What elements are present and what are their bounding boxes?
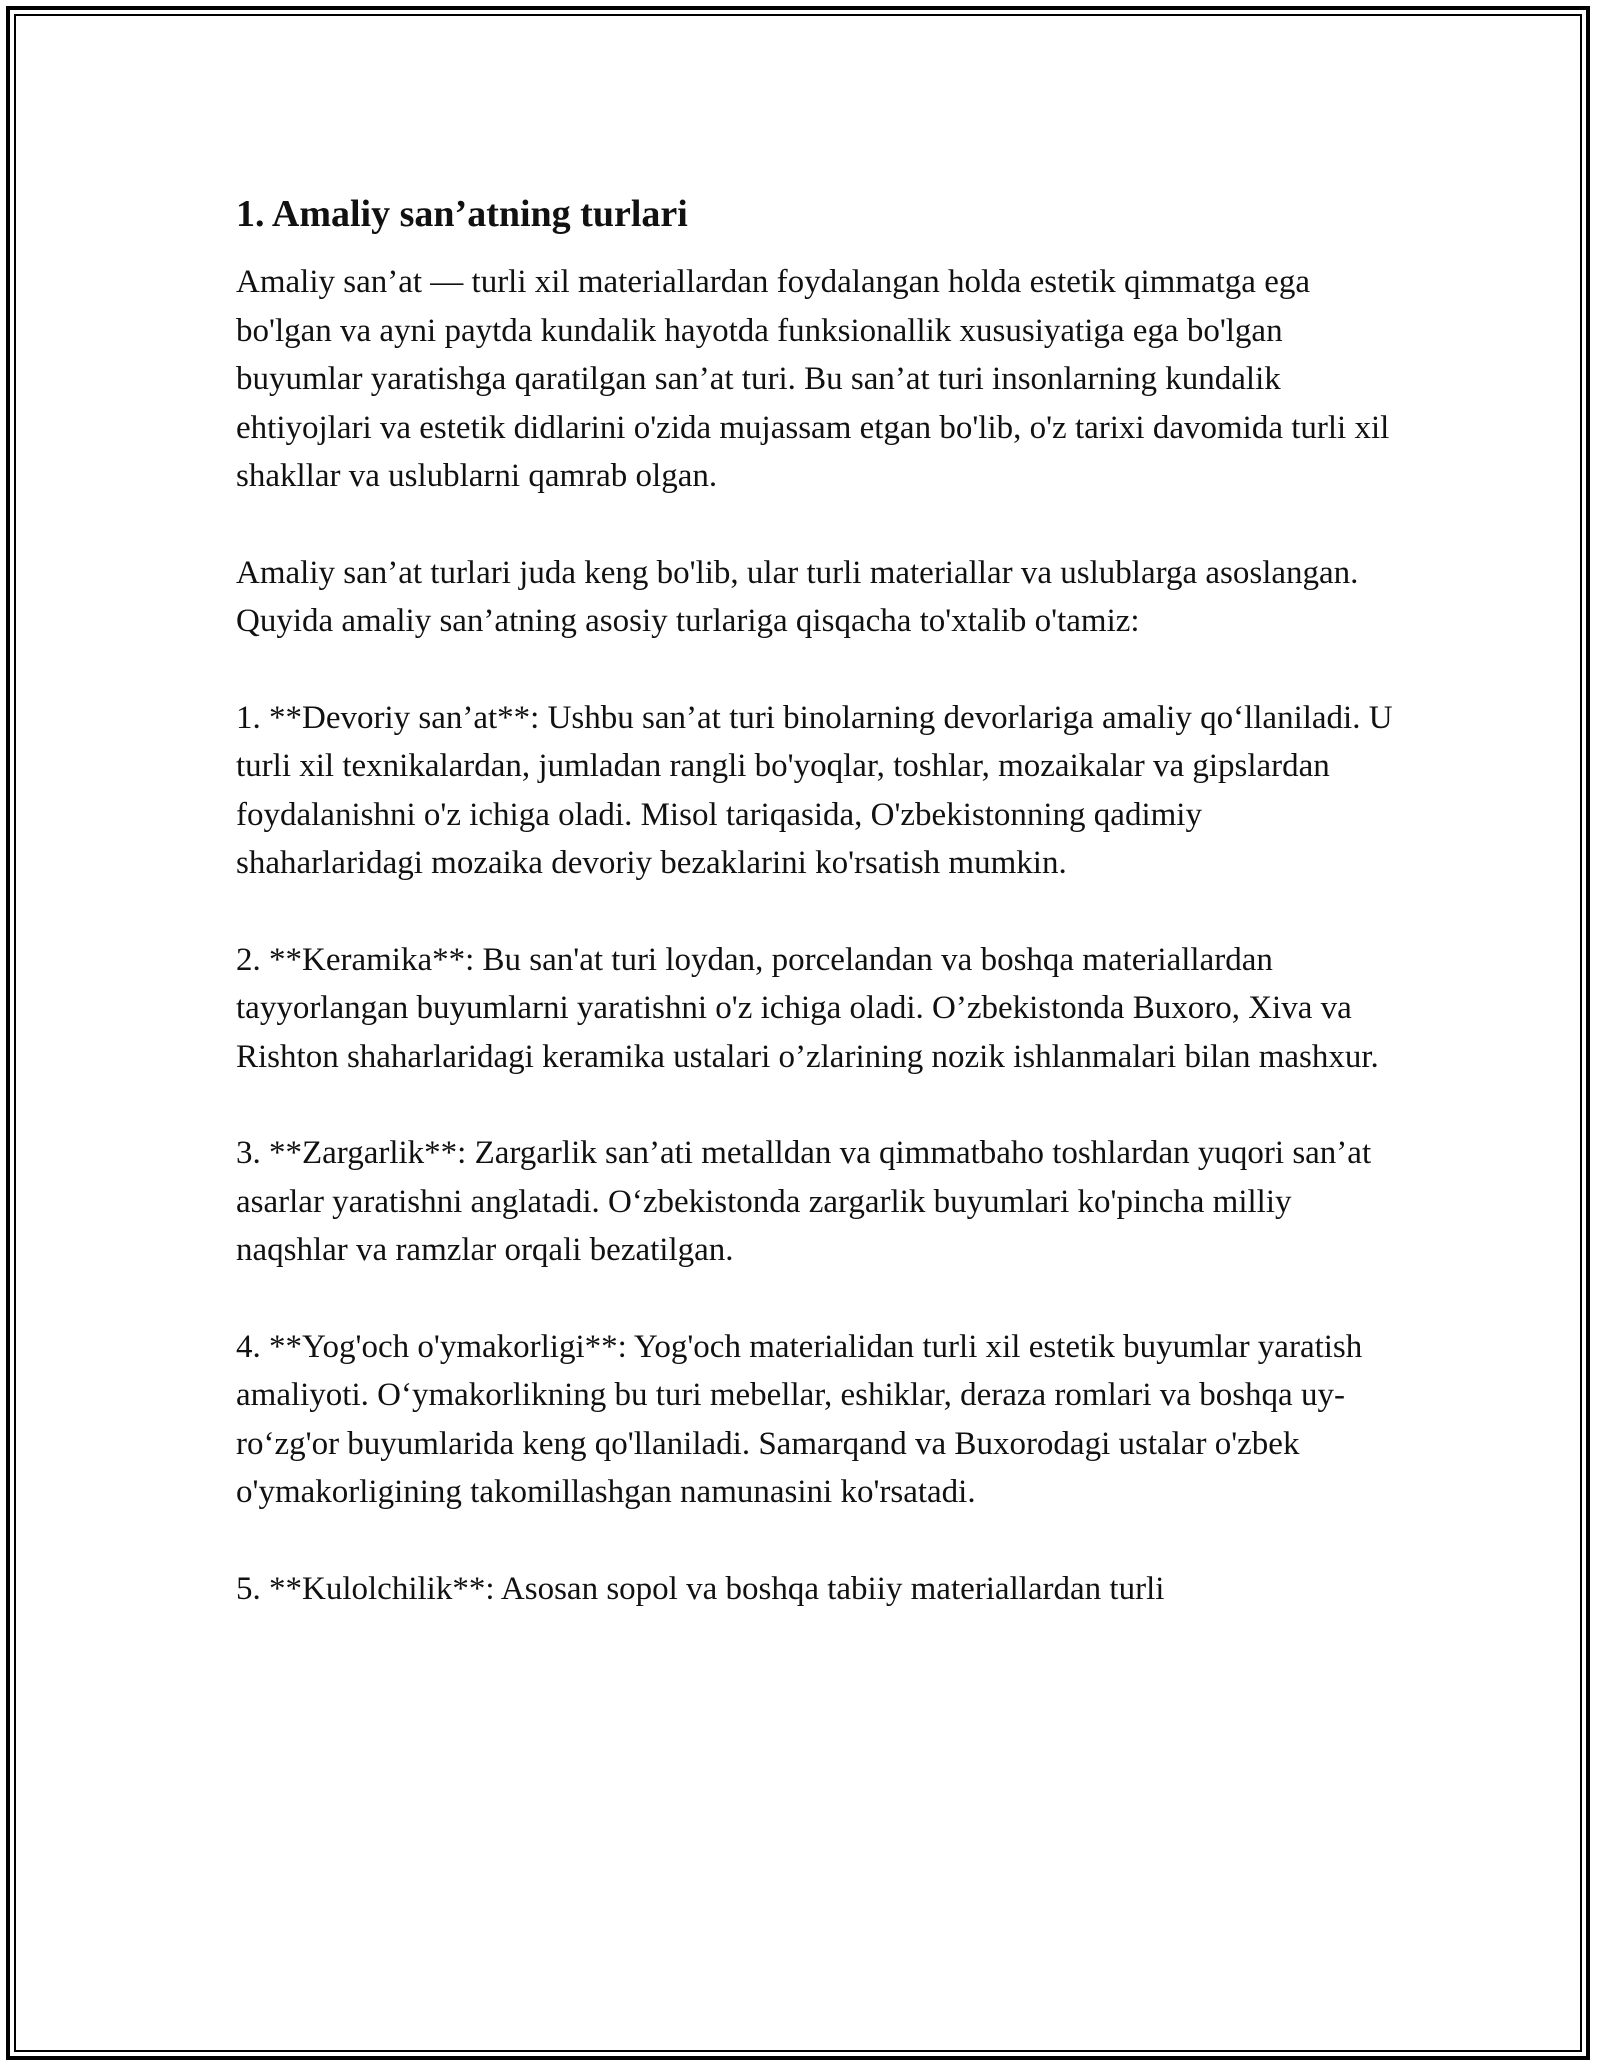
paragraph-types-overview: Amaliy san’at turlari juda keng bo'lib, ular turli materiallar va uslublarga asoslangan. Quyida amaliy san’atning asosiy turlariga qisqacha to'xtalib o'tamiz: <box>236 554 1359 639</box>
document-title: 1. Amaliy san’atning turlari <box>236 193 688 235</box>
list-item-yogoch-oymakorligi: 4. **Yog'och o'ymakorligi**: Yog'och materialidan turli xil estetik buyumlar yaratish amaliyoti. O‘ymakorlikning bu turi mebellar, eshiklar, deraza romlari va boshqa uy-ro‘zg'or buyumlarida keng qo'llaniladi. Samarqand va Buxorodagi ustalar o'zbek o'ymakorligining takomillashgan namunasini ko'rsatadi. <box>236 1328 1363 1510</box>
document-body <box>236 188 1396 1613</box>
list-item-kulolchilik: 5. **Kulolchilik**: Asosan sopol va boshqa tabiiy materiallardan turli <box>236 1570 1165 1607</box>
list-item-zargarlik: 3. **Zargarlik**: Zargarlik san’ati metalldan va qimmatbaho toshlardan yuqori san’at asarlar yaratishni anglatadi. O‘zbekistonda zargarlik buyumlari ko'pincha milliy naqshlar va ramzlar orqali bezatilgan. <box>236 1135 1372 1268</box>
paragraph-intro: Amaliy san’at — turli xil materiallardan foydalangan holda estetik qimmatga ega bo'lgan va ayni paytda kundalik hayotda funksionallik xususiyatiga ega bo'lgan buyumlar yaratishga qaratilgan san’at turi. Bu san’at turi insonlarning kundalik ehtiyojlari va estetik didlarini o'zida mujassam etgan bo'lib, o'z tarixi davomida turli xil shakllar va uslublarni qamrab olgan. <box>236 264 1390 494</box>
list-item-devoriy-sanat: 1. **Devoriy san’at**: Ushbu san’at turi binolarning devorlariga amaliy qo‘llaniladi. U turli xil texnikalardan, jumladan rangli bo'yoqlar, toshlar, mozaikalar va gipslardan foydalanishni o'z ichiga oladi. Misol tariqasida, O'zbekistonning qadimiy shaharlaridagi mozaika devoriy bezaklarini ko'rsatish mumkin. <box>236 699 1393 881</box>
list-item-keramika: 2. **Keramika**: Bu san'at turi loydan, porcelandan va boshqa materiallardan tayyorlangan buyumlarni yaratishni o'z ichiga oladi. O’zbekistonda Buxoro, Xiva va Rishton shaharlaridagi keramika ustalari o’zlarining nozik ishlanmalari bilan mashxur. <box>236 941 1379 1075</box>
